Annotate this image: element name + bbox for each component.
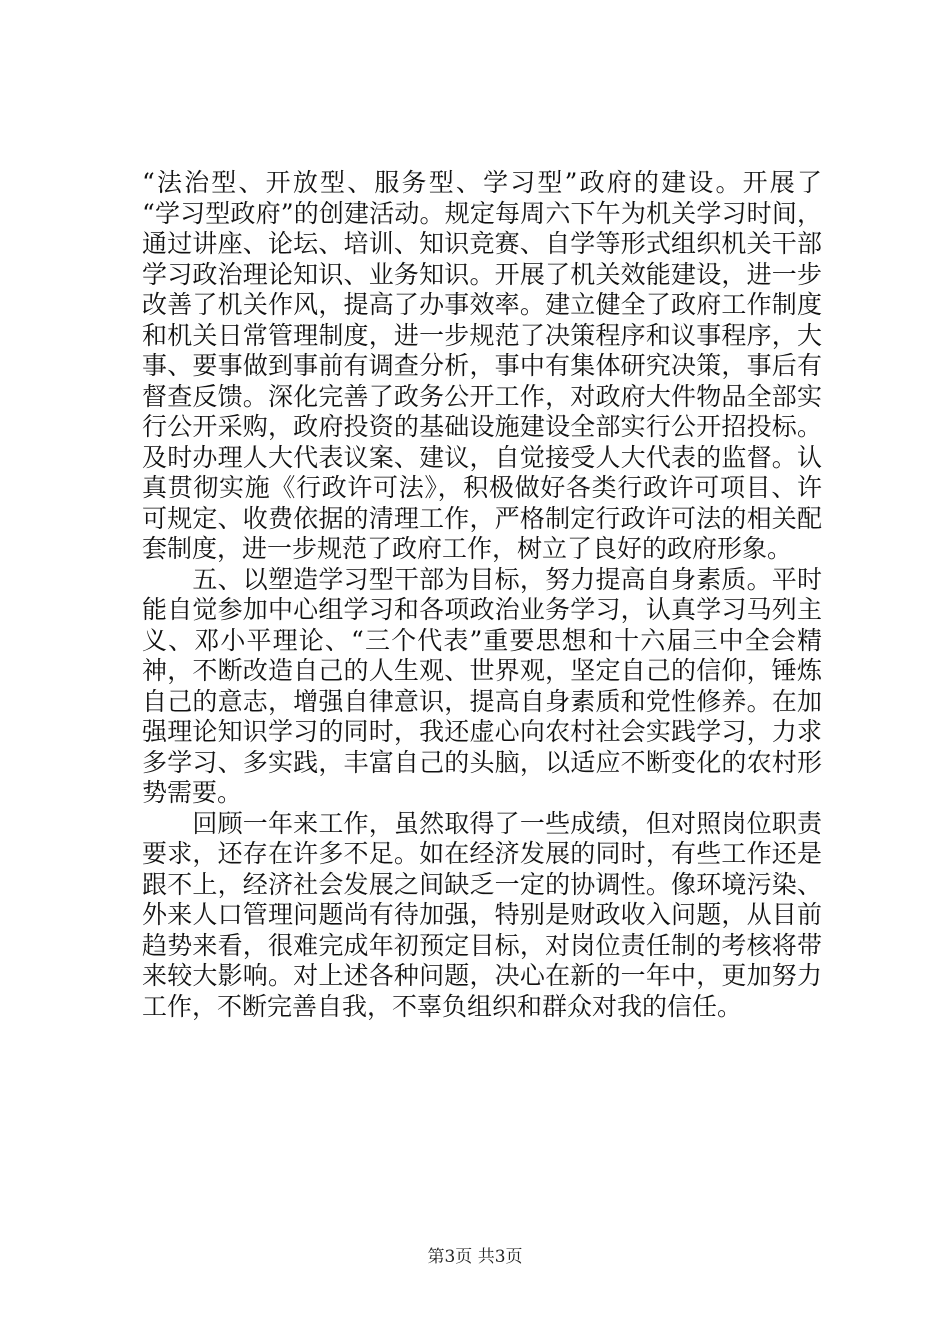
text-line: 行公开采购，政府投资的基础设施建设全部实行公开招投标。	[142, 412, 822, 441]
text-line: 多学习、多实践，丰富自己的头脑，以适应不断变化的农村形	[142, 747, 822, 777]
text-line: 回顾一年来工作，虽然取得了一些成绩，但对照岗位职责	[142, 808, 822, 838]
text-line: 神，不断改造自己的人生观、世界观，坚定自己的信仰，锤炼	[142, 656, 822, 685]
text-line: 事、要事做到事前有调查分析，事中有集体研究决策，事后有	[142, 351, 822, 380]
text-line: 工作，不断完善自我，不辜负组织和群众对我的信任。	[142, 991, 743, 1021]
text-line: 势需要。	[142, 778, 243, 807]
text-line: 通过讲座、论坛、培训、知识竞赛、自学等形式组织机关干部	[142, 229, 822, 258]
text-line: 跟不上，经济社会发展之间缺乏一定的协调性。像环境污染、	[142, 869, 822, 899]
text-line: 要求，还存在许多不足。如在经济发展的同时，有些工作还是	[142, 839, 822, 868]
text-line: 外来人口管理问题尚有待加强，特别是财政收入问题，从目前	[142, 900, 822, 929]
text-line: 及时办理人大代表议案、建议，自觉接受人大代表的监督。认	[142, 442, 822, 472]
text-line: 真贯彻实施《行政许可法》，积极做好各类行政许可项目、许	[142, 473, 822, 502]
document-body	[142, 168, 822, 1022]
text-line: 来较大影响。对上述各种问题，决心在新的一年中，更加努力	[142, 961, 822, 990]
text-line: 督查反馈。深化完善了政务公开工作，对政府大件物品全部实	[142, 381, 822, 411]
text-line: “学习型政府”的创建活动。规定每周六下午为机关学习时间，	[142, 198, 822, 228]
text-line: 自己的意志，增强自律意识，提高自身素质和党性修养。在加	[142, 686, 822, 716]
text-line: 和机关日常管理制度，进一步规范了决策程序和议事程序，大	[142, 320, 822, 350]
text-line: 学习政治理论知识、业务知识。开展了机关效能建设，进一步	[142, 259, 822, 289]
text-line: 能自觉参加中心组学习和各项政治业务学习，认真学习马列主	[142, 595, 822, 624]
text-line: 强理论知识学习的同时，我还虚心向农村社会实践学习，力求	[142, 717, 822, 746]
text-line: “法治型、开放型、服务型、学习型”政府的建设。开展了	[142, 168, 822, 197]
text-line: 可规定、收费依据的清理工作，严格制定行政许可法的相关配	[142, 503, 822, 533]
text-line: 套制度，进一步规范了政府工作，树立了良好的政府形象。	[142, 534, 793, 563]
page-footer: 第3页 共3页	[427, 1247, 523, 1267]
text-line: 改善了机关作风，提高了办事效率。建立健全了政府工作制度	[142, 290, 822, 319]
text-line: 趋势来看，很难完成年初预定目标，对岗位责任制的考核将带	[142, 930, 822, 960]
text-line: 义、邓小平理论、“三个代表”重要思想和十六届三中全会精	[142, 625, 822, 655]
text-line: 五、以塑造学习型干部为目标，努力提高自身素质。平时	[142, 564, 822, 594]
